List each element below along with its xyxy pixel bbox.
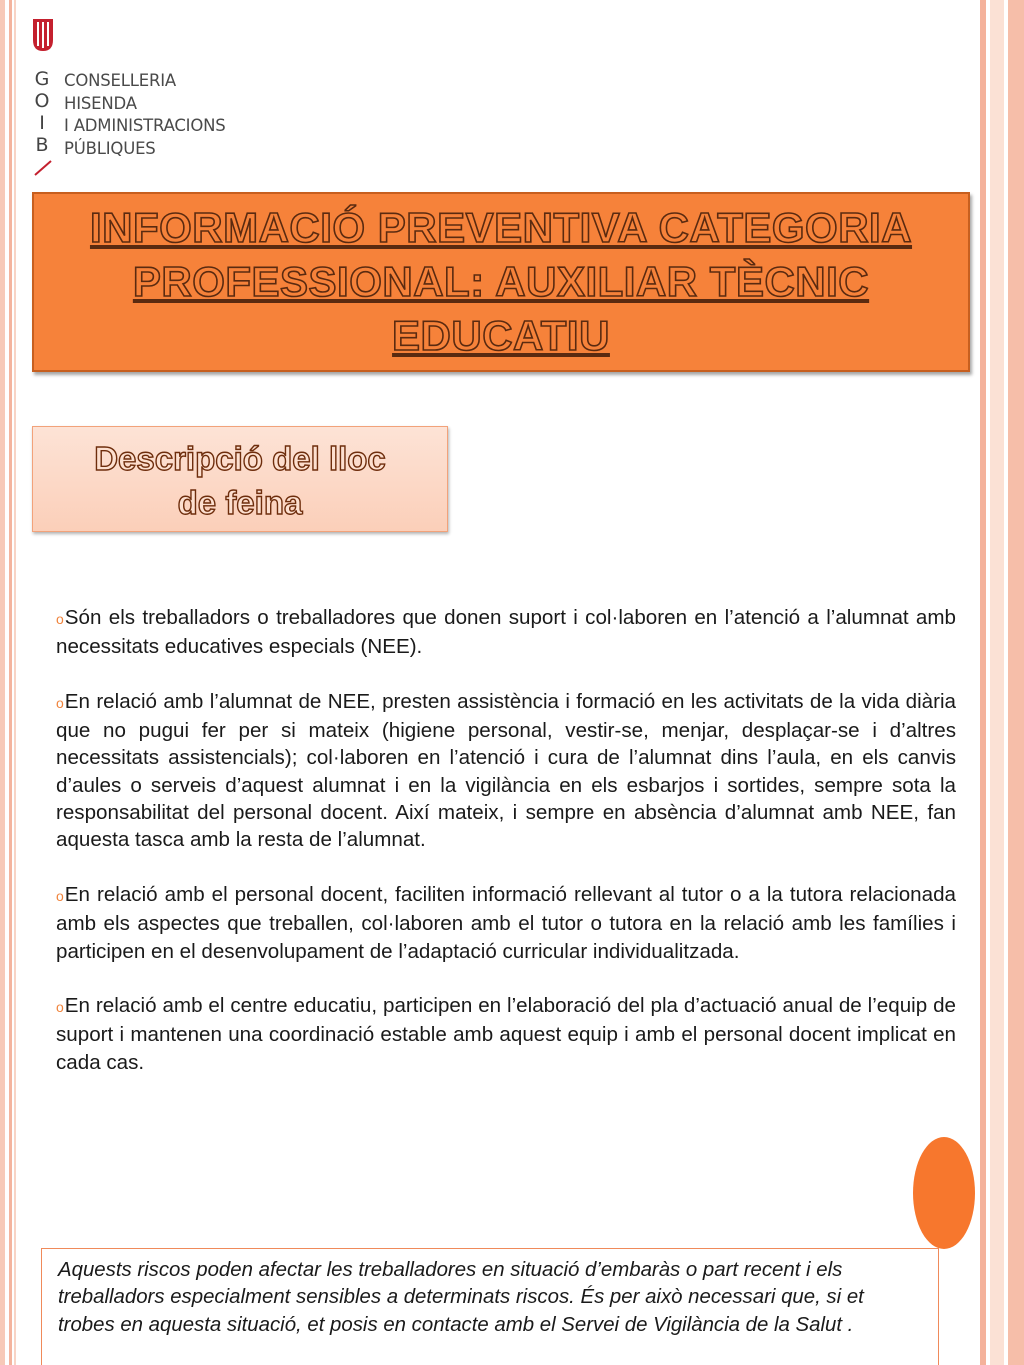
balearic-shield-icon (32, 18, 54, 52)
paragraph-text: En relació amb l’alumnat de NEE, presten assistència i formació en les activitats de la vida diària que no pugui fer per si mateix (higiene personal, vestir-se, menjar, desplaçar-se i d’altres necessitats assistencials); col·laboren en l’atenció i cura de l’alumnat dins l’aula, en els canvis d’aules o serveis d’aquest alumnat i en la vigilància en els esbarjos i sortides, sempre sota la responsabilitat del personal docent. Així mateix, i sempre en absència d’alumnat amb NEE, fan aquesta tasca amb la resta de l’alumnat. (56, 689, 956, 852)
bullet-icon: o (56, 999, 64, 1016)
logo-line: CONSELLERIA (64, 71, 176, 90)
list-item (56, 992, 956, 1076)
right-border-stripe (980, 0, 986, 1365)
title-banner (32, 192, 970, 372)
title-line: PROFESSIONAL: AUXILIAR TÈCNIC (132, 258, 870, 305)
left-border-stripe (9, 0, 12, 1365)
left-border-stripe (0, 0, 5, 1365)
risk-note-text: Aquests riscos poden afectar les treballadores en situació d’embaràs o part recent i els treballadors especialment sensibles a determinats riscos. És per això necessari que, si et trobes en aquesta situació, et posis en contacte amb el Servei de Vigilància de la Salut . (58, 1259, 864, 1336)
logo-line: PÚBLIQUES (64, 138, 156, 158)
bullet-icon: o (56, 611, 64, 627)
bullet-icon: o (56, 887, 64, 904)
section-heading-box (32, 426, 448, 532)
paragraph-text: En relació amb el personal docent, faciliten informació rellevant al tutor o a la tutora relacionada amb els aspectes que treballen, col·laboren amb el tutor o tutora en la relació amb les famílies i participen en el desenvolupament de l’adaptació curricular individualitzada. (56, 882, 956, 963)
right-border-stripe (1008, 0, 1024, 1365)
logo-line: I ADMINISTRACIONS (64, 116, 226, 135)
left-border-stripe (14, 0, 16, 1365)
bullet-icon: o (56, 694, 64, 711)
list-item (56, 688, 956, 854)
list-item (56, 881, 956, 965)
list-item (56, 604, 956, 661)
section-heading (94, 437, 386, 525)
page-title (70, 201, 932, 363)
logo-line: HISENDA (64, 93, 137, 113)
logo-letter: G (34, 68, 50, 90)
paragraph-text: En relació amb el centre educatiu, participen en l’elaboració del pla d’actuació anual de l’equip de suport i mantenen una coordinació estable amb aquest equip i amb el personal docent implicat en cada cas. (56, 994, 956, 1074)
logo-letter: B (35, 134, 49, 156)
title-line: INFORMACIÓ PREVENTIVA CATEGORIA (89, 204, 913, 251)
right-border-stripe (990, 0, 1004, 1365)
logo-letter: I (39, 112, 45, 134)
paragraph-text: Són els treballadors o treballadores que donen suport i col·laboren en l’atenció a l’alumnat amb necessitats educatives especials (NEE). (56, 606, 956, 659)
logo-slash-icon (34, 160, 52, 176)
logo-department-name (64, 70, 226, 160)
job-description-list (56, 604, 956, 1103)
goib-logo (28, 14, 268, 184)
logo-letter: O (34, 90, 50, 112)
logo-acronym (32, 68, 52, 156)
title-line: EDUCATIU (392, 312, 610, 359)
section-heading-line: de feina (177, 484, 303, 521)
section-heading-line: Descripció del lloc (94, 440, 386, 477)
decorative-oval (913, 1137, 975, 1249)
risk-note-box (41, 1248, 939, 1365)
